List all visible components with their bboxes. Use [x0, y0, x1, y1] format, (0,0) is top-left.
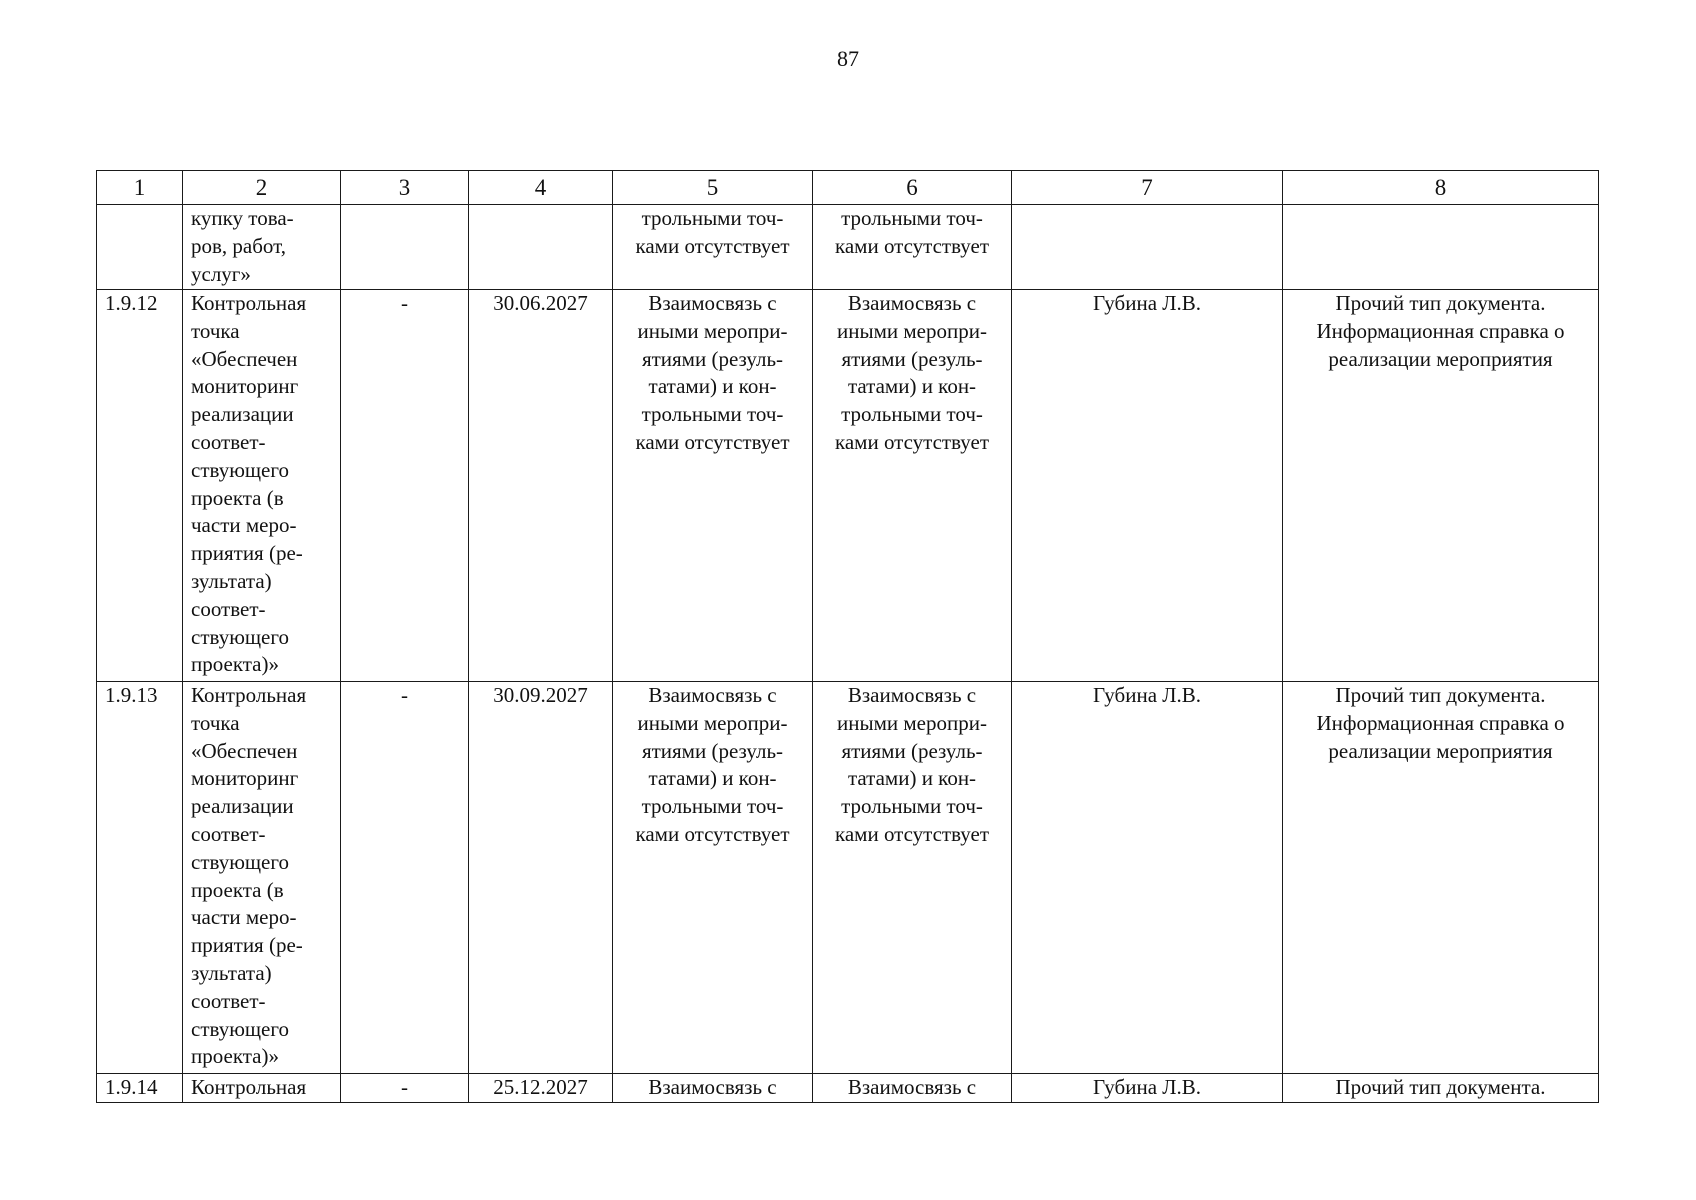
cell-document: Прочий тип документа. Информационная справка о реализации мероприятия — [1283, 290, 1599, 682]
cell-relations-5: Взаимосвязь с — [613, 1074, 813, 1103]
column-header: 3 — [341, 171, 469, 205]
cell-number: 1.9.13 — [97, 682, 183, 1074]
cell-col3: - — [341, 682, 469, 1074]
cell-responsible: Губина Л.В. — [1012, 290, 1283, 682]
cell-date: 30.06.2027 — [469, 290, 613, 682]
column-header: 6 — [813, 171, 1012, 205]
table-row — [97, 290, 1599, 682]
column-header: 4 — [469, 171, 613, 205]
cell-col3: - — [341, 1074, 469, 1103]
page-number: 87 — [837, 46, 859, 71]
column-header: 5 — [613, 171, 813, 205]
column-header: 2 — [183, 171, 341, 205]
cell-date — [469, 205, 613, 290]
table-row — [97, 682, 1599, 1074]
cell-relations-6: Взаимосвязь с иными меропри- ятиями (резуль- татами) и кон- трольными точ- ками отсутствует — [813, 290, 1012, 682]
cell-document: Прочий тип документа. — [1283, 1074, 1599, 1103]
table-header-row — [97, 171, 1599, 205]
table-row — [97, 1074, 1599, 1103]
cell-relations-6: трольными точ- ками отсутствует — [813, 205, 1012, 290]
cell-document: Прочий тип документа. Информационная справка о реализации мероприятия — [1283, 682, 1599, 1074]
cell-relations-6: Взаимосвязь с иными меропри- ятиями (резуль- татами) и кон- трольными точ- ками отсутствует — [813, 682, 1012, 1074]
cell-name: Контрольная точка «Обеспечен мониторинг реализации соответ- ствующего проекта (в части меро- приятия (ре- зультата) соответ- ствующего проекта)» — [183, 682, 341, 1074]
cell-relations-6: Взаимосвязь с — [813, 1074, 1012, 1103]
cell-col3 — [341, 205, 469, 290]
cell-number: 1.9.12 — [97, 290, 183, 682]
column-header: 1 — [97, 171, 183, 205]
cell-date: 30.09.2027 — [469, 682, 613, 1074]
cell-relations-5: трольными точ- ками отсутствует — [613, 205, 813, 290]
plan-table — [96, 170, 1599, 1103]
cell-name: Контрольная точка «Обеспечен мониторинг реализации соответ- ствующего проекта (в части меро- приятия (ре- зультата) соответ- ствующего проекта)» — [183, 290, 341, 682]
column-header: 7 — [1012, 171, 1283, 205]
cell-relations-5: Взаимосвязь с иными меропри- ятиями (резуль- татами) и кон- трольными точ- ками отсутствует — [613, 682, 813, 1074]
column-header: 8 — [1283, 171, 1599, 205]
cell-responsible: Губина Л.В. — [1012, 1074, 1283, 1103]
cell-responsible — [1012, 205, 1283, 290]
table-row-continuation — [97, 205, 1599, 290]
cell-col3: - — [341, 290, 469, 682]
cell-document — [1283, 205, 1599, 290]
cell-number — [97, 205, 183, 290]
cell-responsible: Губина Л.В. — [1012, 682, 1283, 1074]
cell-date: 25.12.2027 — [469, 1074, 613, 1103]
cell-name: Контрольная — [183, 1074, 341, 1103]
cell-name: купку това- ров, работ, услуг» — [183, 205, 341, 290]
cell-relations-5: Взаимосвязь с иными меропри- ятиями (резуль- татами) и кон- трольными точ- ками отсутствует — [613, 290, 813, 682]
cell-number: 1.9.14 — [97, 1074, 183, 1103]
